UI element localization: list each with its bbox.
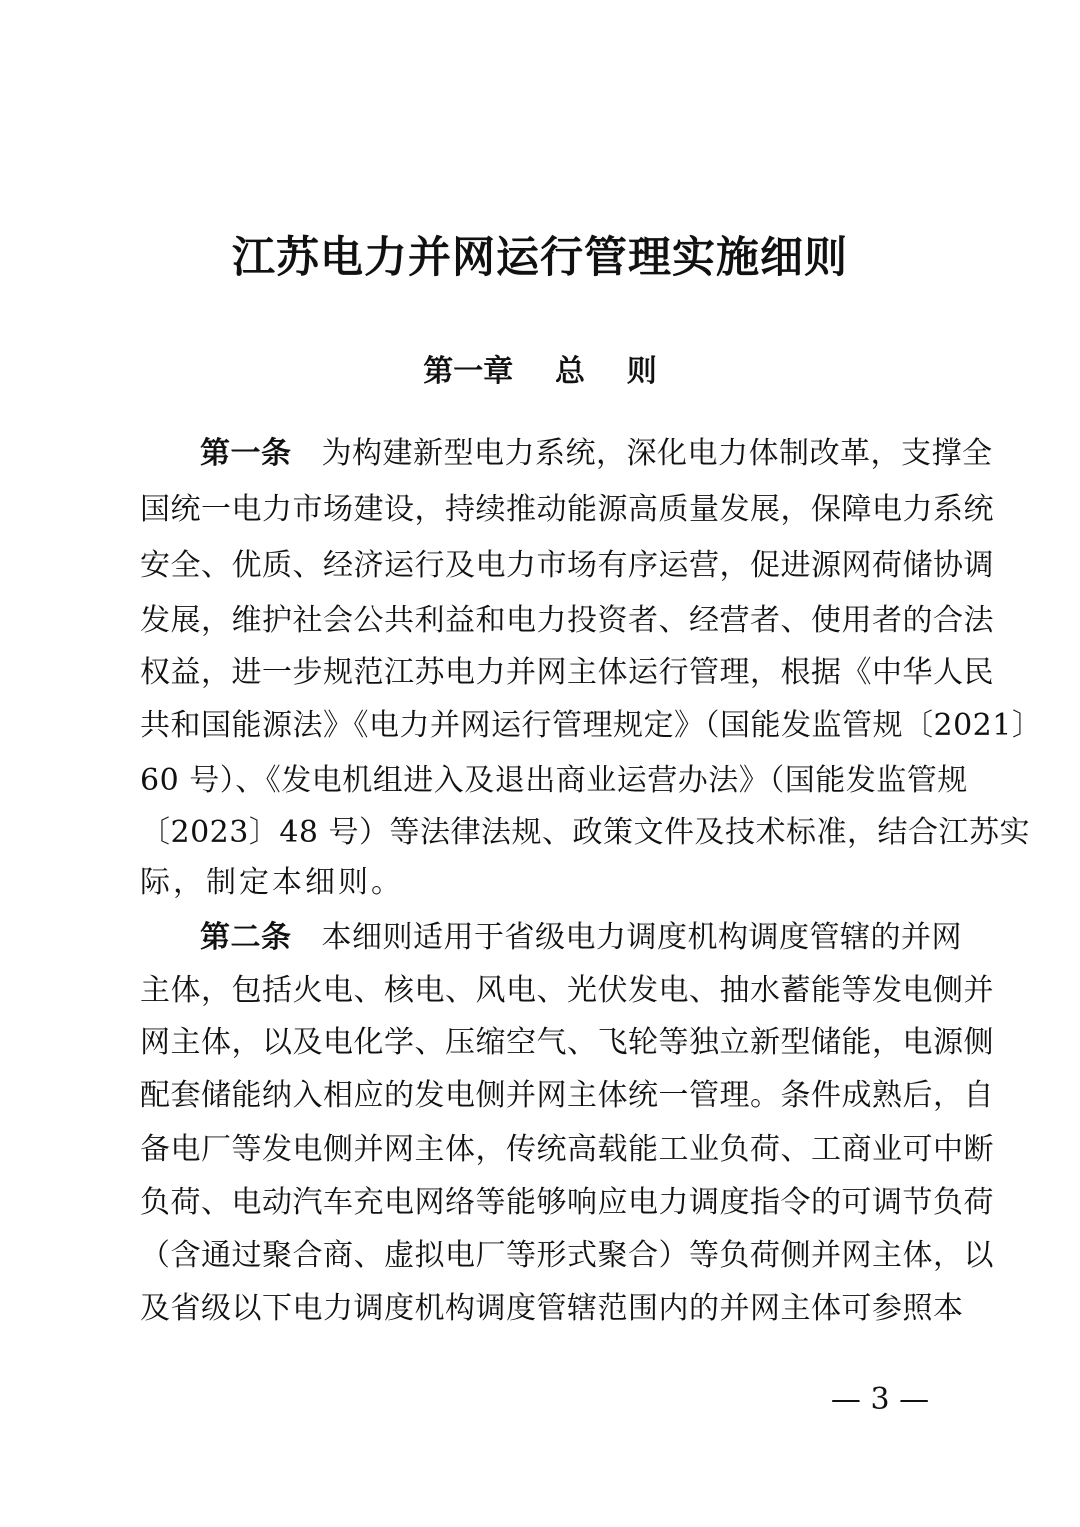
article-2-line-text: 本细则适用于省级电力调度机构调度管辖的并网 — [321, 920, 962, 955]
article-1-line: 国统一电力市场建设，持续推动能源高质量发展，保障电力系统 — [140, 492, 994, 527]
article-2-line: 配套储能纳入相应的发电侧并网主体统一管理。条件成熟后，自 — [140, 1078, 994, 1113]
chapter-heading: 第一章 总 则 — [423, 354, 657, 389]
article-2-line: 负荷、电动汽车充电网络等能够响应电力调度指令的可调节负荷 — [140, 1185, 994, 1220]
article-2-line: 及省级以下电力调度机构调度管辖范围内的并网主体可参照本 — [140, 1291, 964, 1326]
article-1-line: 发展，维护社会公共利益和电力投资者、经营者、使用者的合法 — [140, 603, 994, 638]
article-1-line: 安全、优质、经济运行及电力市场有序运营，促进源网荷储协调 — [140, 548, 994, 583]
page-number: — 3 — — [830, 1382, 930, 1417]
article-1-line-text: 为构建新型电力系统，深化电力体制改革，支撑全 — [321, 436, 993, 471]
article-2-line: 网主体，以及电化学、压缩空气、飞轮等独立新型储能，电源侧 — [140, 1025, 994, 1060]
article-1-line: 权益，进一步规范江苏电力并网主体运行管理，根据《中华人民 — [140, 655, 994, 690]
article-1-line: 共和国能源法》《电力并网运行管理规定》（国能发监管规〔2021〕 — [140, 708, 1043, 743]
article-1-first-line — [200, 426, 993, 482]
article-2-line: 备电厂等发电侧并网主体，传统高载能工业负荷、工商业可中断 — [140, 1132, 994, 1167]
article-2-label: 第二条 — [200, 920, 292, 955]
article-1-line: 60 号）、《发电机组进入及退出商业运营办法》（国能发监管规 — [140, 763, 968, 798]
article-2-line: （含通过聚合商、虚拟电厂等形式聚合）等负荷侧并网主体，以 — [140, 1238, 994, 1273]
article-2-line: 主体，包括火电、核电、风电、光伏发电、抽水蓄能等发电侧并 — [140, 973, 994, 1008]
article-1-line: 〔2023〕48 号）等法律法规、政策文件及技术标准，结合江苏实 — [140, 815, 1031, 850]
document-title: 江苏电力并网运行管理实施细则 — [232, 233, 848, 283]
article-1-line: 际，制定本细则。 — [140, 865, 404, 900]
article-2-first-line — [200, 910, 962, 966]
article-1-label: 第一条 — [200, 436, 292, 471]
